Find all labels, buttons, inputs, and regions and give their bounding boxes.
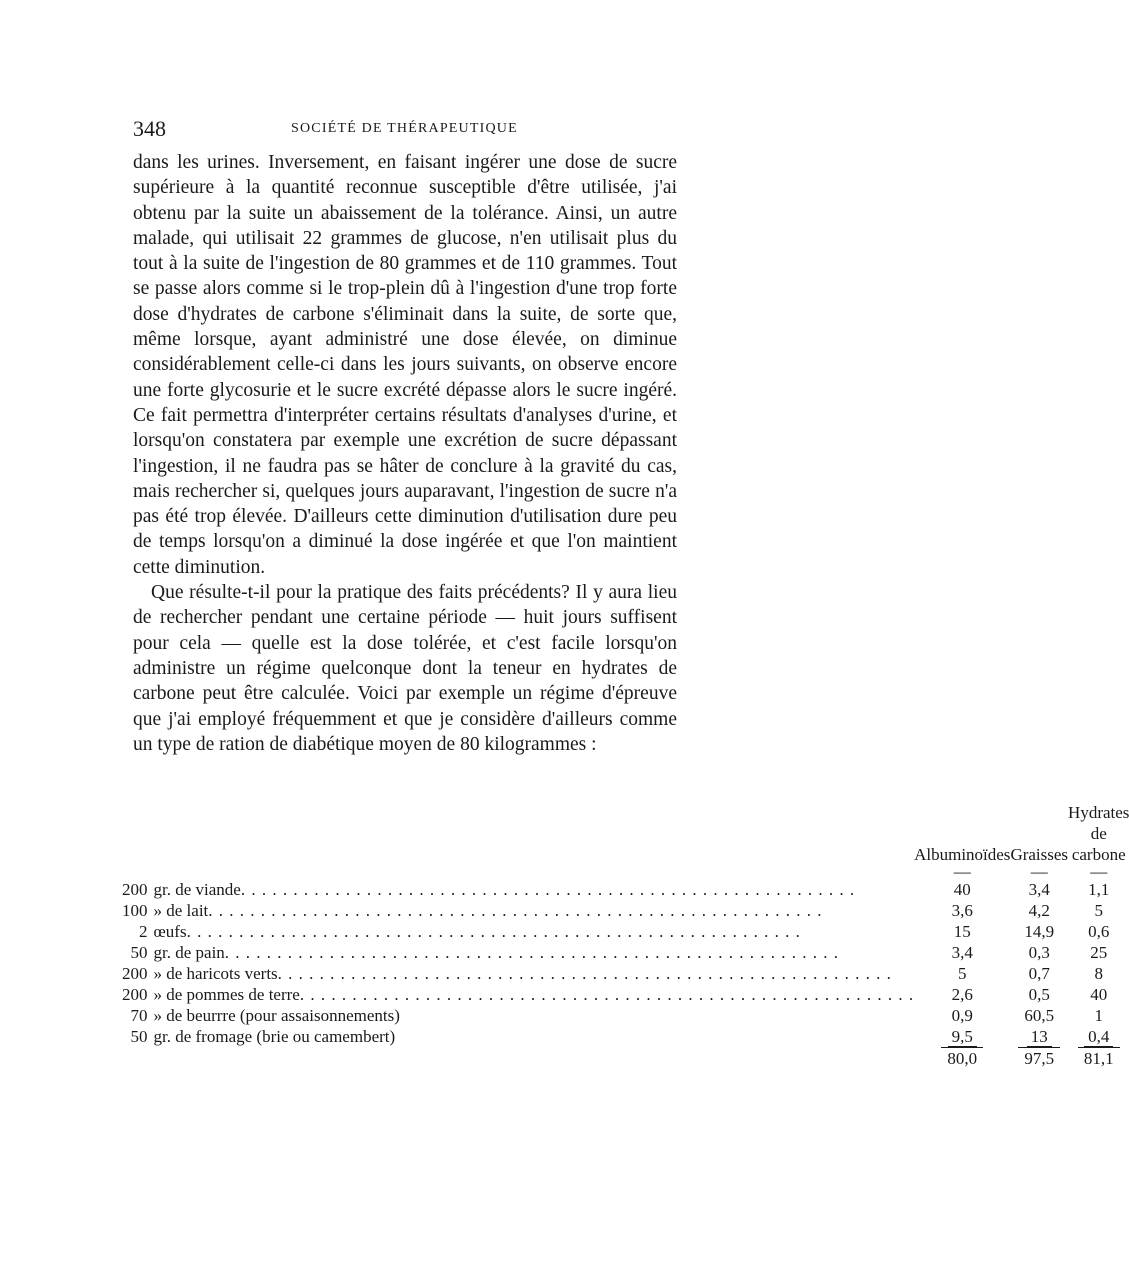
- ration-table: [122, 802, 1129, 1069]
- table-row: [122, 942, 1129, 963]
- leader-dots: [225, 942, 914, 963]
- col-albuminoides: Albuminoïdes: [914, 845, 1011, 864]
- row-item: œufs: [153, 922, 187, 941]
- table-row: [122, 1005, 1129, 1026]
- row-gra: 13: [1027, 1027, 1052, 1047]
- row-alb: 15: [953, 922, 971, 941]
- leader-dots: [241, 879, 914, 900]
- table-row: [122, 921, 1129, 942]
- row-gra: 14,9: [1024, 922, 1055, 941]
- row-item: gr. de pain: [153, 943, 225, 962]
- row-item: » de pommes de terre: [153, 985, 300, 1004]
- row-alb: 2,6: [951, 985, 973, 1004]
- row-gra: 60,5: [1024, 1006, 1055, 1025]
- paragraph-1: dans les urines. Inversement, en faisant ingérer une dose de sucre supérieure à la quantité reconnue susceptible d'être utilisée, j'ai obtenu par la suite un abaissement de la tolérance. Ainsi, un autre malade, qui utilisait 22 grammes de glucose, n'en utilisait plus du tout à la suite de l'ingestion de 80 grammes et de 110 grammes. Tout se passe alors comme si le trop-plein dû à l'ingestion d'une trop forte dose d'hydrates de carbone s'éliminait dans la suite, de sorte que, même lorsque, ayant administré une dose élevée, on diminue considérablement celle-ci dans les jours suivants, on observe encore une forte glycosurie et le sucre excrété dépasse alors le sucre ingéré. Ce fait permettra d'interpréter certains résultats d'analyses d'urine, et lorsqu'on constatera par exemple une excrétion de sucre dépassant l'ingestion, il ne faudra pas se hâter de conclure à la gravité du cas, mais rechercher si, quelques jours auparavant, l'ingestion de sucre n'a pas été trop élevée. D'ailleurs cette diminution d'utilisation dure peu de temps lorsqu'on a diminué la dose ingérée et que l'on maintient cette diminution.: [133, 152, 677, 578]
- leader-dots: [208, 900, 914, 921]
- row-alb: 40: [953, 880, 971, 899]
- row-hyd: 5: [1094, 901, 1103, 920]
- row-alb: 5: [958, 964, 967, 983]
- row-alb: 3,4: [951, 943, 973, 962]
- row-hyd: 0,4: [1084, 1027, 1113, 1047]
- row-item: » de lait: [153, 901, 209, 920]
- table-header-row: [122, 802, 1129, 865]
- leader-dots: [187, 921, 915, 942]
- row-hyd: 25: [1090, 943, 1108, 962]
- dash: —: [1090, 862, 1108, 881]
- row-hyd: 1,1: [1088, 880, 1110, 899]
- row-gra: 4,2: [1028, 901, 1050, 920]
- total-hyd: 81,1: [1078, 1047, 1120, 1069]
- row-hyd: 8: [1094, 964, 1103, 983]
- row-qty: 2: [139, 922, 148, 941]
- row-qty: 200: [122, 985, 148, 1004]
- table-row: [122, 963, 1129, 984]
- paragraph-2: Que résulte-t-il pour la pratique des faits précédents? Il y aura lieu de rechercher pendant une certaine période — huit jours suffisent pour cela — quelle est la dose tolérée, et c'est facile lorsqu'on administre un régime quelconque dont la teneur en hydrates de carbone peut être calculée. Voici par exemple un régime d'épreuve que j'ai employé fréquemment et que je considère d'ailleurs comme un type de ration de diabétique moyen de 80 kilogrammes :: [133, 582, 677, 755]
- col-graisses: Graisses: [1010, 845, 1069, 864]
- row-alb: 9,5: [948, 1027, 977, 1047]
- row-alb: 3,6: [951, 901, 973, 920]
- row-qty: 200: [122, 880, 148, 899]
- row-gra: 0,3: [1028, 943, 1050, 962]
- row-hyd: 0,6: [1088, 922, 1110, 941]
- row-gra: 0,7: [1028, 964, 1050, 983]
- row-item: » de beurrre (pour assaisonnements): [153, 1006, 400, 1025]
- row-item: gr. de viande: [153, 880, 241, 899]
- row-qty: 200: [122, 964, 148, 983]
- row-item: gr. de fromage (brie ou camembert): [153, 1027, 396, 1046]
- leader-dots: [278, 963, 914, 984]
- table-row: [122, 1026, 1129, 1047]
- row-qty: 50: [130, 1027, 148, 1046]
- row-gra: 3,4: [1028, 880, 1050, 899]
- col-hydrates: Hydrates de carbone: [1068, 803, 1129, 864]
- body-text: [133, 150, 677, 757]
- row-gra: 0,5: [1028, 985, 1050, 1004]
- table-row: [122, 879, 1129, 900]
- table-dash-row: [122, 865, 1129, 879]
- table-row: [122, 900, 1129, 921]
- dash: —: [1030, 862, 1048, 881]
- row-qty: 70: [130, 1006, 148, 1025]
- row-qty: 50: [130, 943, 148, 962]
- row-item: » de haricots verts: [153, 964, 278, 983]
- running-head: SOCIÉTÉ DE THÉRAPEUTIQUE: [291, 121, 518, 136]
- table-row: [122, 984, 1129, 1005]
- dash: —: [953, 862, 971, 881]
- row-hyd: 1: [1094, 1006, 1103, 1025]
- leader-dots: [300, 984, 914, 1005]
- row-hyd: 40: [1090, 985, 1108, 1004]
- row-qty: 100: [122, 901, 148, 920]
- page-header: [133, 116, 673, 146]
- total-gra: 97,5: [1018, 1047, 1060, 1069]
- row-alb: 0,9: [951, 1006, 973, 1025]
- table-total-row: [122, 1047, 1129, 1069]
- page-number: 348: [133, 116, 166, 141]
- total-alb: 80,0: [941, 1047, 983, 1069]
